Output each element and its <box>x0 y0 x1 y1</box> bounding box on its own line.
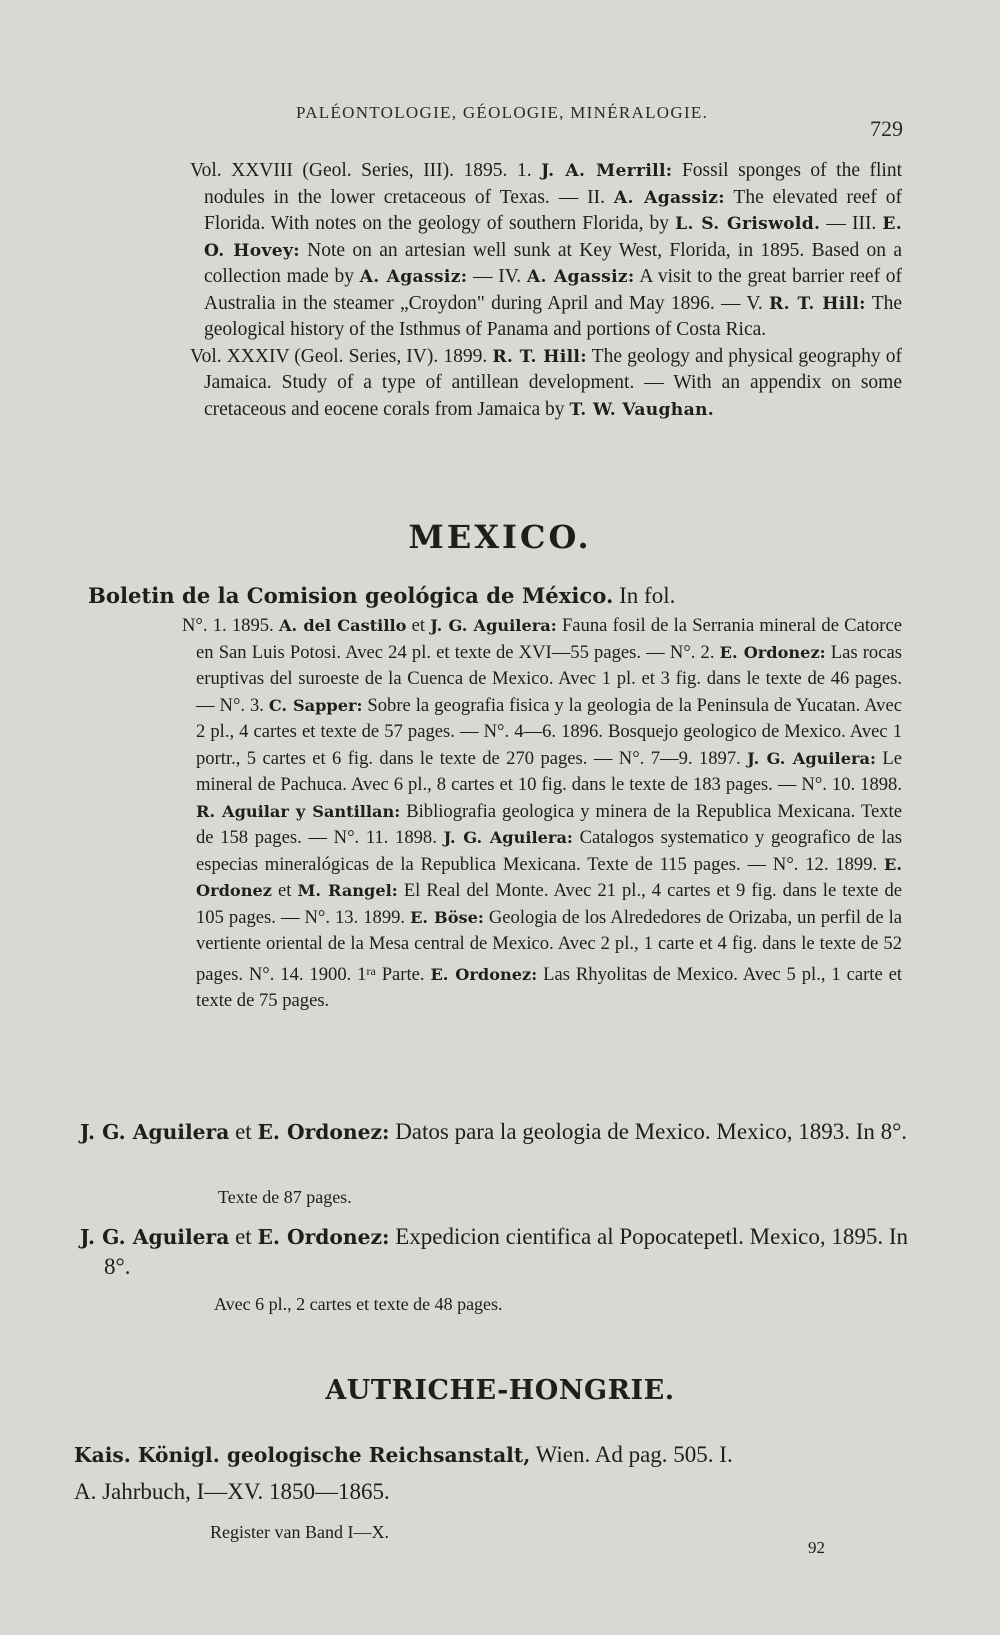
book-note-expedicion: Avec 6 pl., 2 cartes et texte de 48 pages. <box>214 1294 503 1314</box>
usa-continuation-block <box>190 158 902 423</box>
author-ordonez: E. Ordonez: <box>719 642 826 662</box>
author-aguilera-3: J. G. Aguilera: <box>443 828 573 847</box>
vol-28-entry: Vol. XXVIII (Geol. Series, III). 1895. 1. J. A. Merrill: Fossil sponges of the flint nodules in the lower cretaceous of Texas. — II. A. Agassiz: The elevated reef of Florida. With notes on the geology of southern Florida, by L. S. Griswold. — III. E. O. Hovey: Note on an artesian well sunk at Key West, Florida, in 1895. Based on a collection made by A. Agassiz: — IV. A. Agassiz: A visit to the great barrier reef of Australia in the steamer „Croydon" during April and May 1896. — V. R. T. Hill: The geological history of the Isthmus of Panama and portions of Costa Rica. <box>190 160 903 340</box>
author-hill: R. T. Hill: <box>769 293 866 314</box>
author-agassiz-3: A. Agassiz: <box>526 267 635 287</box>
section-heading-mexico: MEXICO. <box>408 518 592 556</box>
author-griswold: L. S. Griswold. <box>675 214 821 234</box>
author-ordonez-2: E. Ordonez <box>196 854 903 900</box>
register-note: Register van Band I—X. <box>210 1522 389 1542</box>
signature-mark: 92 <box>808 1538 825 1557</box>
author-bose: E. Böse: <box>410 907 484 927</box>
vol-34-entry: Vol. XXXIV (Geol. Series, IV). 1899. R. T. Hill: The geology and physical geography of Jamaica. Study of a type of antillean development. — With an appendix on some cretaceous and eocene corals from Jamaica by T. W. Vaughan. <box>190 345 902 420</box>
serial-title: Boletin de la Comision geológica de México. In fol. <box>88 583 676 608</box>
author-rangel: M. Rangel: <box>297 881 398 900</box>
author-sapper: C. Sapper: <box>268 695 363 715</box>
author-vaughan: T. W. Vaughan. <box>569 399 715 420</box>
book-note-datos: Texte de 87 pages. <box>218 1187 352 1207</box>
boletin-entries: N°. 1. 1895. A. del Castillo et J. G. Aguilera: Fauna fosil de la Serrania mineral de Catorce en San Luis Potosi. Avec 24 pl. et texte de XVI—55 pages. — N°. 2. E. Ordonez: Las rocas eruptivas del suroeste de la Cuenca de Mexico. Avec 1 pl. et 3 fig. dans le texte de 46 pages. — N°. 3. C. Sapper: Sobre la geografia fisica y la geologia de la Peninsula de Yucatan. Avec 2 pl., 4 cartes et texte de 57 pages. — N°. 4—6. 1896. Bosquejo geologico de Mexico. Avec 1 portr., 5 cartes et 6 fig. dans le texte de 270 pages. — N°. 7—9. 1897. J. G. Aguilera: Le mineral de Pachuca. Avec 6 pl., 8 cartes et 10 fig. dans le texte de 183 pages. — N°. 10. 1898. R. Aguilar y Santillan: Bibliografia geologica y minera de la Republica Mexicana. Texte de 158 pages. — N°. 11. 1898. J. G. Aguilera: Catalogos systematico y geografico de las especias mineralógicas de la Republica Mexicana. Texte de 115 pages. — N°. 12. 1899. E. Ordonez et M. Rangel: El Real del Monte. Avec 21 pl., 4 cartes et 9 fig. dans le texte de 105 pages. — N°. 13. 1899. E. Böse: Geologia de los Alrededores de Orizaba, un perfil de la vertiente oriental de la Mesa central de Mexico. Avec 2 pl., 1 carte et 4 fig. dans le texte de 52 pages. N°. 14. 1900. $1^{ra}$ Parte. E. Ordonez: Las Rhyolitas de Mexico. Avec 5 pl., 1 carte et texte de 75 pages. <box>182 615 903 1011</box>
book-entry-datos: J. G. Aguilera et E. Ordonez: Datos para la geologia de Mexico. Mexico, 1893. In 8°. <box>80 1119 908 1144</box>
jahrbuch-line: A. Jahrbuch, I—XV. 1850—1865. <box>74 1479 390 1504</box>
institution-entry: Kais. Königl. geologische Reichsanstalt, Wien. Ad pag. 505. I. <box>74 1442 733 1467</box>
running-header: PALÉONTOLOGIE, GÉOLOGIE, MINÉRALOGIE. <box>296 103 709 122</box>
author-ordonez-3: E. Ordonez: <box>430 964 538 984</box>
author-aguilera-2: J. G. Aguilera: <box>747 748 876 768</box>
page-number: 729 <box>870 116 903 141</box>
author-hill-2: R. T. Hill: <box>492 346 587 367</box>
author-agassiz: A. Agassiz: <box>613 187 725 208</box>
author-aguilar-santillan: R. Aguilar y Santillan: <box>196 801 401 821</box>
section-heading-austria: AUTRICHE-HONGRIE. <box>325 1375 675 1406</box>
book-entry-expedicion: J. G. Aguilera et E. Ordonez: Expedicion cientifica al Popocatepetl. Mexico, 1895. In 8°. <box>80 1224 909 1279</box>
author-aguilera: J. G. Aguilera: <box>430 616 557 635</box>
author-hovey: E. O. Hovey: <box>204 214 903 261</box>
author-agassiz-2: A. Agassiz: <box>359 267 468 287</box>
author-castillo: A. del Castillo <box>278 616 407 635</box>
author-merrill: J. A. Merrill: <box>541 161 673 181</box>
